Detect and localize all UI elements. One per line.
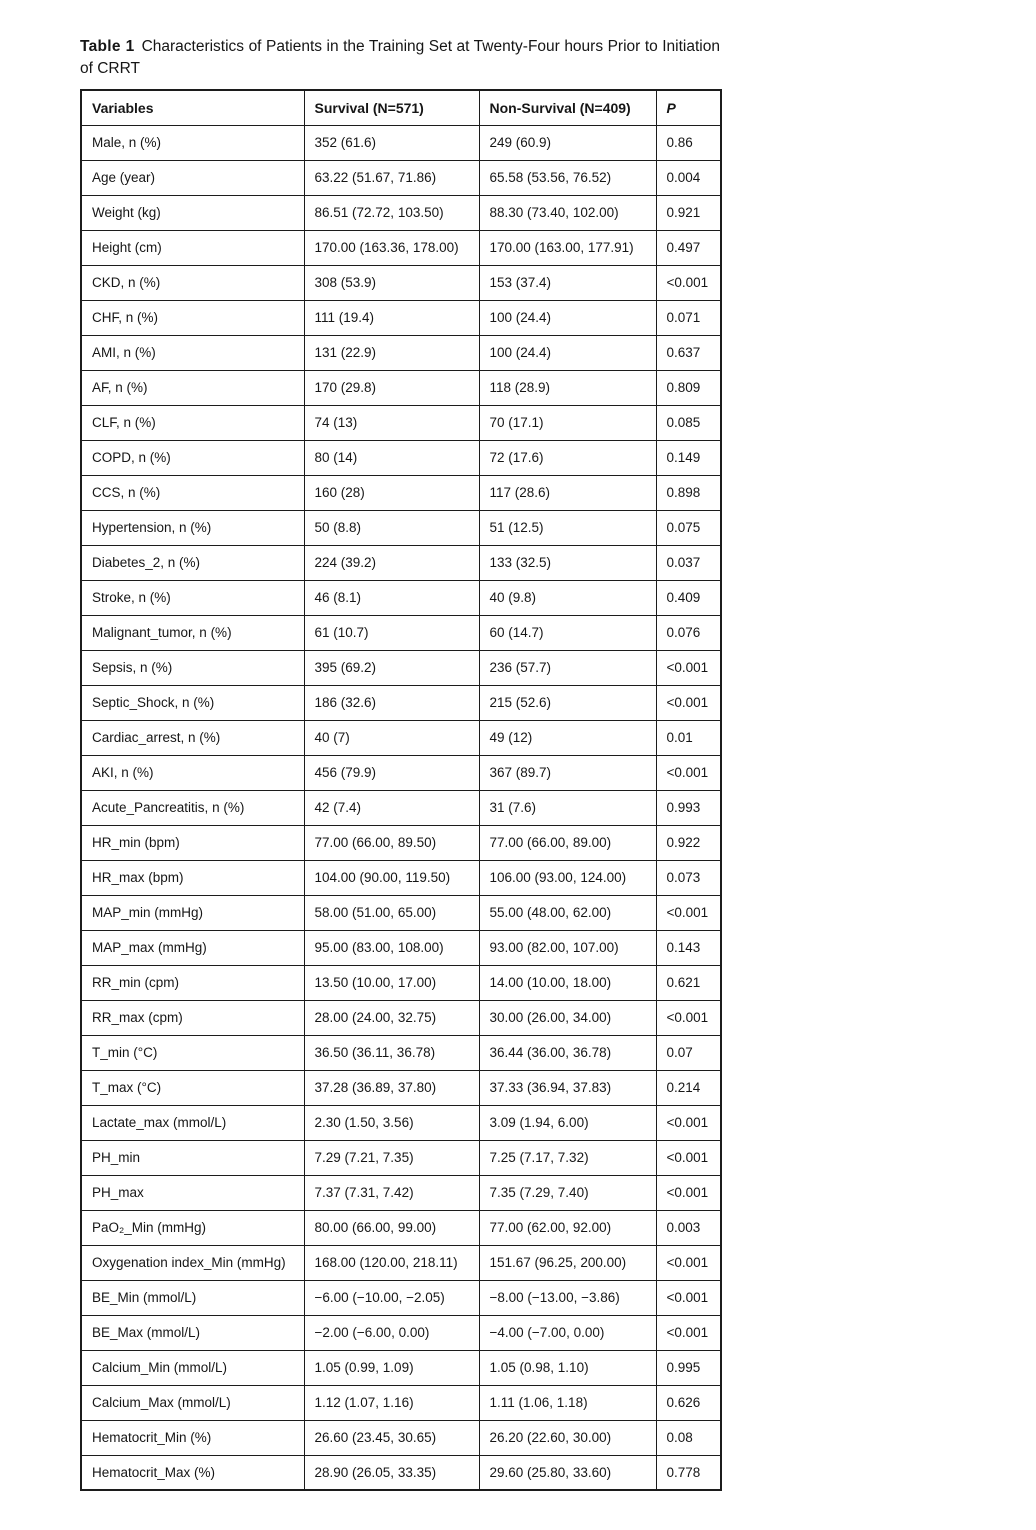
patient-characteristics-table [80, 89, 722, 1491]
p-value-cell: <0.001 [656, 650, 721, 685]
non-survival-value-cell: 26.20 (22.60, 30.00) [479, 1420, 656, 1455]
variable-cell: Hematocrit_Min (%) [81, 1420, 304, 1455]
variable-cell: Age (year) [81, 160, 304, 195]
survival-value-cell: 86.51 (72.72, 103.50) [304, 195, 479, 230]
survival-value-cell: 26.60 (23.45, 30.65) [304, 1420, 479, 1455]
p-value-cell: <0.001 [656, 1245, 721, 1280]
table-row [81, 860, 721, 895]
non-survival-value-cell: 100 (24.4) [479, 300, 656, 335]
col-header-variables: Variables [81, 90, 304, 125]
table-row [81, 930, 721, 965]
p-value-cell: <0.001 [656, 1140, 721, 1175]
p-value-cell: 0.898 [656, 475, 721, 510]
table-row [81, 125, 721, 160]
variable-cell: T_min (°C) [81, 1035, 304, 1070]
survival-value-cell: 40 (7) [304, 720, 479, 755]
survival-value-cell: 80 (14) [304, 440, 479, 475]
survival-value-cell: 186 (32.6) [304, 685, 479, 720]
survival-value-cell: 7.37 (7.31, 7.42) [304, 1175, 479, 1210]
non-survival-value-cell: 51 (12.5) [479, 510, 656, 545]
survival-value-cell: 74 (13) [304, 405, 479, 440]
variable-cell: Cardiac_arrest, n (%) [81, 720, 304, 755]
p-value-cell: 0.995 [656, 1350, 721, 1385]
variable-cell: BE_Min (mmol/L) [81, 1280, 304, 1315]
variable-cell: PH_min [81, 1140, 304, 1175]
variable-cell: Acute_Pancreatitis, n (%) [81, 790, 304, 825]
non-survival-value-cell: 77.00 (62.00, 92.00) [479, 1210, 656, 1245]
survival-value-cell: 170.00 (163.36, 178.00) [304, 230, 479, 265]
variable-cell: AKI, n (%) [81, 755, 304, 790]
non-survival-value-cell: 118 (28.9) [479, 370, 656, 405]
non-survival-value-cell: 40 (9.8) [479, 580, 656, 615]
survival-value-cell: 63.22 (51.67, 71.86) [304, 160, 479, 195]
p-value-cell: 0.071 [656, 300, 721, 335]
non-survival-value-cell: 88.30 (73.40, 102.00) [479, 195, 656, 230]
non-survival-value-cell: −4.00 (−7.00, 0.00) [479, 1315, 656, 1350]
survival-value-cell: 224 (39.2) [304, 545, 479, 580]
survival-value-cell: 170 (29.8) [304, 370, 479, 405]
table-block [80, 36, 720, 1491]
table-row [81, 755, 721, 790]
survival-value-cell: 111 (19.4) [304, 300, 479, 335]
table-row [81, 895, 721, 930]
p-value-cell: 0.08 [656, 1420, 721, 1455]
p-value-cell: 0.003 [656, 1210, 721, 1245]
p-value-cell: 0.626 [656, 1385, 721, 1420]
variable-cell: CHF, n (%) [81, 300, 304, 335]
table-row [81, 1455, 721, 1490]
table-row [81, 1210, 721, 1245]
variable-cell: Sepsis, n (%) [81, 650, 304, 685]
table-row [81, 1420, 721, 1455]
variable-cell: MAP_min (mmHg) [81, 895, 304, 930]
variable-cell: AF, n (%) [81, 370, 304, 405]
variable-cell: Male, n (%) [81, 125, 304, 160]
table-row [81, 545, 721, 580]
non-survival-value-cell: 77.00 (66.00, 89.00) [479, 825, 656, 860]
p-value-cell: <0.001 [656, 1105, 721, 1140]
table-body [81, 125, 721, 1490]
survival-value-cell: 42 (7.4) [304, 790, 479, 825]
survival-value-cell: 1.12 (1.07, 1.16) [304, 1385, 479, 1420]
variable-cell: RR_max (cpm) [81, 1000, 304, 1035]
non-survival-value-cell: 170.00 (163.00, 177.91) [479, 230, 656, 265]
col-header-p-value: P [656, 90, 721, 125]
table-row [81, 1105, 721, 1140]
non-survival-value-cell: 236 (57.7) [479, 650, 656, 685]
table-row [81, 160, 721, 195]
table-row [81, 1035, 721, 1070]
survival-value-cell: 308 (53.9) [304, 265, 479, 300]
survival-value-cell: 50 (8.8) [304, 510, 479, 545]
survival-value-cell: 36.50 (36.11, 36.78) [304, 1035, 479, 1070]
survival-value-cell: 1.05 (0.99, 1.09) [304, 1350, 479, 1385]
p-value-cell: 0.07 [656, 1035, 721, 1070]
variable-cell: MAP_max (mmHg) [81, 930, 304, 965]
variable-cell: HR_min (bpm) [81, 825, 304, 860]
survival-value-cell: 95.00 (83.00, 108.00) [304, 930, 479, 965]
survival-value-cell: 131 (22.9) [304, 335, 479, 370]
p-value-cell: 0.778 [656, 1455, 721, 1490]
non-survival-value-cell: 7.25 (7.17, 7.32) [479, 1140, 656, 1175]
p-value-cell: 0.621 [656, 965, 721, 1000]
variable-cell: COPD, n (%) [81, 440, 304, 475]
non-survival-value-cell: 14.00 (10.00, 18.00) [479, 965, 656, 1000]
non-survival-value-cell: 29.60 (25.80, 33.60) [479, 1455, 656, 1490]
non-survival-value-cell: 151.67 (96.25, 200.00) [479, 1245, 656, 1280]
p-value-cell: 0.085 [656, 405, 721, 440]
non-survival-value-cell: 249 (60.9) [479, 125, 656, 160]
table-row [81, 965, 721, 1000]
non-survival-value-cell: 65.58 (53.56, 76.52) [479, 160, 656, 195]
table-row [81, 720, 721, 755]
p-value-cell: 0.86 [656, 125, 721, 160]
table-row [81, 615, 721, 650]
p-value-cell: <0.001 [656, 265, 721, 300]
variable-cell: T_max (°C) [81, 1070, 304, 1105]
table-row [81, 335, 721, 370]
non-survival-value-cell: −8.00 (−13.00, −3.86) [479, 1280, 656, 1315]
variable-cell: BE_Max (mmol/L) [81, 1315, 304, 1350]
p-value-cell: 0.076 [656, 615, 721, 650]
survival-value-cell: 28.90 (26.05, 33.35) [304, 1455, 479, 1490]
survival-value-cell: 46 (8.1) [304, 580, 479, 615]
survival-value-cell: 80.00 (66.00, 99.00) [304, 1210, 479, 1245]
survival-value-cell: 13.50 (10.00, 17.00) [304, 965, 479, 1000]
variable-cell: Hematocrit_Max (%) [81, 1455, 304, 1490]
variable-cell: Malignant_tumor, n (%) [81, 615, 304, 650]
p-value-cell: 0.637 [656, 335, 721, 370]
non-survival-value-cell: 215 (52.6) [479, 685, 656, 720]
survival-value-cell: 77.00 (66.00, 89.50) [304, 825, 479, 860]
non-survival-value-cell: 1.11 (1.06, 1.18) [479, 1385, 656, 1420]
variable-cell: Septic_Shock, n (%) [81, 685, 304, 720]
p-value-cell: <0.001 [656, 895, 721, 930]
non-survival-value-cell: 36.44 (36.00, 36.78) [479, 1035, 656, 1070]
p-value-cell: 0.993 [656, 790, 721, 825]
p-value-cell: <0.001 [656, 1175, 721, 1210]
non-survival-value-cell: 72 (17.6) [479, 440, 656, 475]
non-survival-value-cell: 55.00 (48.00, 62.00) [479, 895, 656, 930]
variable-cell: PaO₂_Min (mmHg) [81, 1210, 304, 1245]
survival-value-cell: 28.00 (24.00, 32.75) [304, 1000, 479, 1035]
table-row [81, 825, 721, 860]
p-value-cell: 0.075 [656, 510, 721, 545]
non-survival-value-cell: 93.00 (82.00, 107.00) [479, 930, 656, 965]
non-survival-value-cell: 153 (37.4) [479, 265, 656, 300]
p-value-cell: 0.921 [656, 195, 721, 230]
table-row [81, 1385, 721, 1420]
survival-value-cell: −2.00 (−6.00, 0.00) [304, 1315, 479, 1350]
table-row [81, 510, 721, 545]
non-survival-value-cell: 49 (12) [479, 720, 656, 755]
variable-cell: RR_min (cpm) [81, 965, 304, 1000]
p-value-cell: 0.149 [656, 440, 721, 475]
non-survival-value-cell: 117 (28.6) [479, 475, 656, 510]
survival-value-cell: −6.00 (−10.00, −2.05) [304, 1280, 479, 1315]
p-value-cell: <0.001 [656, 685, 721, 720]
table-row [81, 1280, 721, 1315]
non-survival-value-cell: 106.00 (93.00, 124.00) [479, 860, 656, 895]
p-value-cell: <0.001 [656, 1315, 721, 1350]
p-value-cell: 0.809 [656, 370, 721, 405]
variable-cell: Oxygenation index_Min (mmHg) [81, 1245, 304, 1280]
variable-cell: CKD, n (%) [81, 265, 304, 300]
table-row [81, 1245, 721, 1280]
table-row [81, 475, 721, 510]
survival-value-cell: 104.00 (90.00, 119.50) [304, 860, 479, 895]
non-survival-value-cell: 7.35 (7.29, 7.40) [479, 1175, 656, 1210]
non-survival-value-cell: 31 (7.6) [479, 790, 656, 825]
survival-value-cell: 61 (10.7) [304, 615, 479, 650]
survival-value-cell: 58.00 (51.00, 65.00) [304, 895, 479, 930]
table-row [81, 195, 721, 230]
table-row [81, 265, 721, 300]
p-value-cell: 0.409 [656, 580, 721, 615]
non-survival-value-cell: 70 (17.1) [479, 405, 656, 440]
survival-value-cell: 352 (61.6) [304, 125, 479, 160]
col-header-non-survival: Non-Survival (N=409) [479, 90, 656, 125]
variable-cell: Weight (kg) [81, 195, 304, 230]
p-value-cell: 0.01 [656, 720, 721, 755]
table-caption-text: Characteristics of Patients in the Training Set at Twenty-Four hours Prior to Initiation of CRRT [80, 38, 720, 77]
non-survival-value-cell: 100 (24.4) [479, 335, 656, 370]
variable-cell: CLF, n (%) [81, 405, 304, 440]
table-row [81, 580, 721, 615]
table-row [81, 230, 721, 265]
non-survival-value-cell: 37.33 (36.94, 37.83) [479, 1070, 656, 1105]
table-caption [80, 36, 720, 80]
table-row [81, 405, 721, 440]
p-value-cell: 0.497 [656, 230, 721, 265]
table-row [81, 1350, 721, 1385]
table-row [81, 650, 721, 685]
survival-value-cell: 168.00 (120.00, 218.11) [304, 1245, 479, 1280]
survival-value-cell: 160 (28) [304, 475, 479, 510]
survival-value-cell: 37.28 (36.89, 37.80) [304, 1070, 479, 1105]
variable-cell: Height (cm) [81, 230, 304, 265]
table-row [81, 790, 721, 825]
table-row [81, 1000, 721, 1035]
variable-cell: Stroke, n (%) [81, 580, 304, 615]
table-row [81, 1315, 721, 1350]
non-survival-value-cell: 1.05 (0.98, 1.10) [479, 1350, 656, 1385]
variable-cell: Lactate_max (mmol/L) [81, 1105, 304, 1140]
variable-cell: Calcium_Max (mmol/L) [81, 1385, 304, 1420]
non-survival-value-cell: 133 (32.5) [479, 545, 656, 580]
variable-cell: HR_max (bpm) [81, 860, 304, 895]
survival-value-cell: 2.30 (1.50, 3.56) [304, 1105, 479, 1140]
non-survival-value-cell: 60 (14.7) [479, 615, 656, 650]
non-survival-value-cell: 3.09 (1.94, 6.00) [479, 1105, 656, 1140]
p-value-cell: <0.001 [656, 1280, 721, 1315]
table-row [81, 440, 721, 475]
table-row [81, 1175, 721, 1210]
table-row [81, 300, 721, 335]
variable-cell: Hypertension, n (%) [81, 510, 304, 545]
p-value-cell: 0.214 [656, 1070, 721, 1105]
table-caption-number: Table 1 [80, 38, 135, 55]
variable-cell: Diabetes_2, n (%) [81, 545, 304, 580]
variable-cell: AMI, n (%) [81, 335, 304, 370]
variable-cell: CCS, n (%) [81, 475, 304, 510]
p-value-cell: 0.004 [656, 160, 721, 195]
table-row [81, 1140, 721, 1175]
survival-value-cell: 395 (69.2) [304, 650, 479, 685]
header-row [81, 90, 721, 125]
p-value-cell: <0.001 [656, 755, 721, 790]
survival-value-cell: 456 (79.9) [304, 755, 479, 790]
table-row [81, 1070, 721, 1105]
p-value-cell: <0.001 [656, 1000, 721, 1035]
table-row [81, 685, 721, 720]
survival-value-cell: 7.29 (7.21, 7.35) [304, 1140, 479, 1175]
p-value-cell: 0.143 [656, 930, 721, 965]
table-row [81, 370, 721, 405]
variable-cell: PH_max [81, 1175, 304, 1210]
p-value-cell: 0.922 [656, 825, 721, 860]
non-survival-value-cell: 30.00 (26.00, 34.00) [479, 1000, 656, 1035]
col-header-survival: Survival (N=571) [304, 90, 479, 125]
non-survival-value-cell: 367 (89.7) [479, 755, 656, 790]
variable-cell: Calcium_Min (mmol/L) [81, 1350, 304, 1385]
p-value-cell: 0.037 [656, 545, 721, 580]
p-value-cell: 0.073 [656, 860, 721, 895]
